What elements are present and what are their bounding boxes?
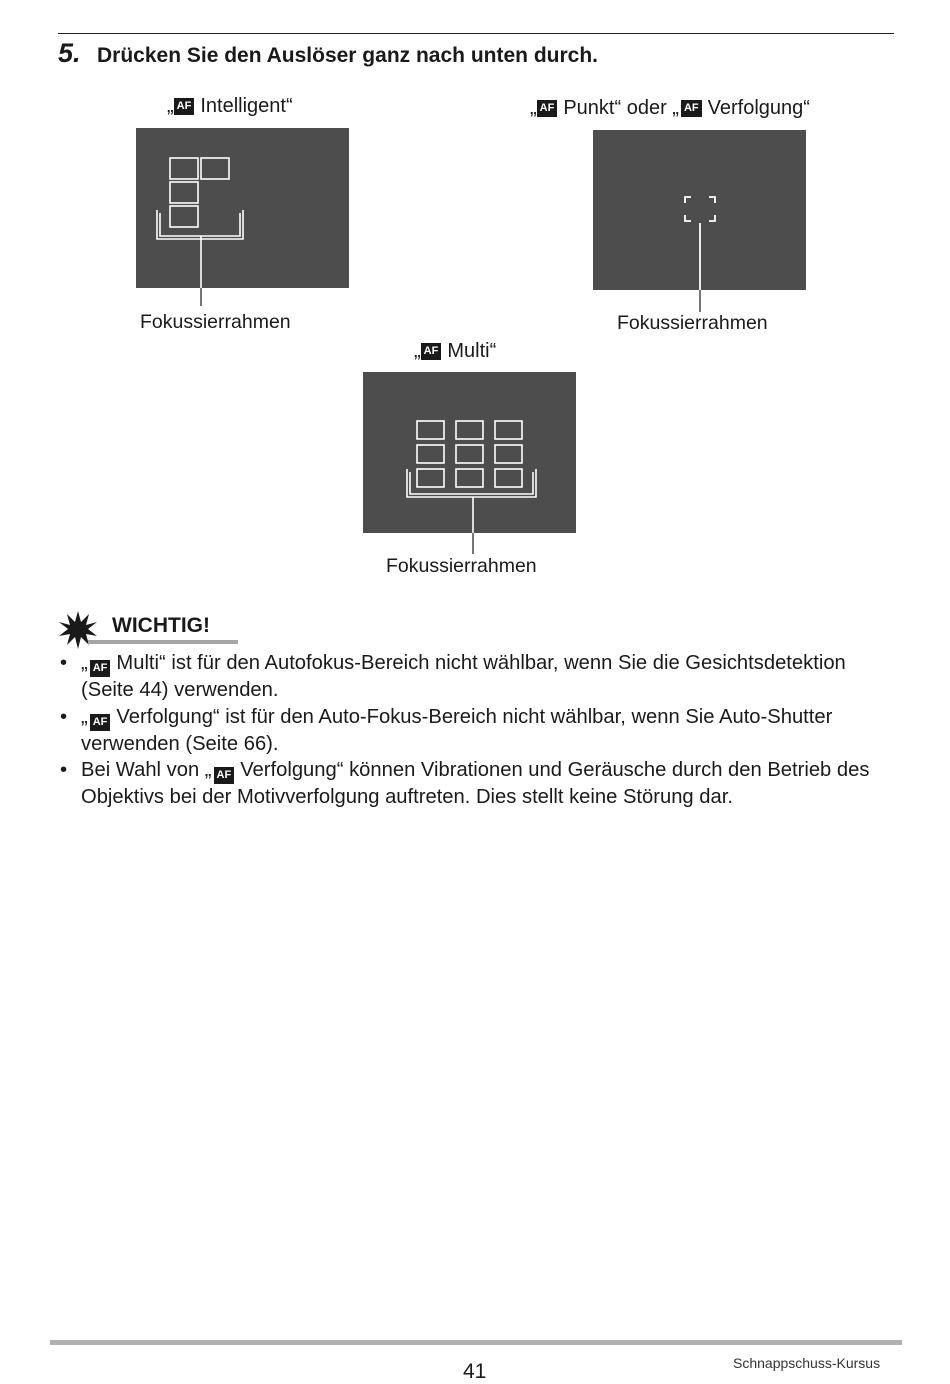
quote-open: „ [530,97,537,119]
multi-af-screen [363,372,577,556]
list-item [58,757,888,811]
tracking-af-icon: AF [214,767,235,784]
spot-af-icon: AF [537,100,558,117]
note-text: Verfolgung“ können Vibrationen und Geräusche durch den Betrieb des Objektivs bei der Motivverfolgung auftreten. Dies stellt keine Störung dar. [81,759,870,808]
footer-rule [50,1340,902,1345]
multi-caption [414,340,496,363]
note-prefix: „ [81,652,88,674]
intelligent-af-icon: AF [174,98,195,115]
step-number: 5. [58,38,81,68]
multi-focus-label: Fokussierrahmen [386,555,537,577]
tracking-label: Verfolgung“ [707,97,810,119]
intelligent-label: Intelligent“ [200,95,293,117]
intelligent-focus-label: Fokussierrahmen [140,311,291,333]
spot-label: Punkt“ oder „ [563,97,679,119]
list-item [58,704,888,758]
multi-af-icon: AF [421,343,442,360]
note-prefix: Bei Wahl von „ [81,759,212,781]
tracking-af-icon: AF [90,714,111,731]
note-text: Multi“ ist für den Autofokus-Bereich nicht wählbar, wenn Sie die Gesichtsdetektion (Seite 44) verwenden. [81,652,846,701]
list-item [58,650,888,704]
page-number: 41 [463,1360,487,1383]
top-rule [58,33,894,34]
bullet: • [60,652,68,674]
bullet: • [60,759,68,781]
important-underline [88,640,238,644]
note-prefix: „ [81,705,88,728]
quote-open: „ [167,95,174,117]
important-title: WICHTIG! [112,614,210,637]
section-title: Schnappschuss-Kursus [733,1355,881,1371]
important-starburst-icon [58,610,98,650]
tracking-af-icon: AF [681,100,702,117]
spot-af-screen [593,130,807,312]
important-notes [58,650,888,811]
multi-label: Multi“ [447,340,497,362]
quote-open: „ [414,340,421,362]
spot-tracking-caption [530,97,810,120]
note-text: Verfolgung“ ist für den Auto-Fokus-Bereich nicht wählbar, wenn Sie Auto-Shutter verwenden (Seite 66). [81,705,833,755]
step-instruction: Drücken Sie den Auslöser ganz nach unten durch. [97,44,598,67]
bullet: • [60,705,68,728]
multi-af-icon: AF [90,660,111,677]
intelligent-af-screen [136,128,350,308]
spot-focus-label: Fokussierrahmen [617,312,768,334]
intelligent-caption [167,95,293,118]
